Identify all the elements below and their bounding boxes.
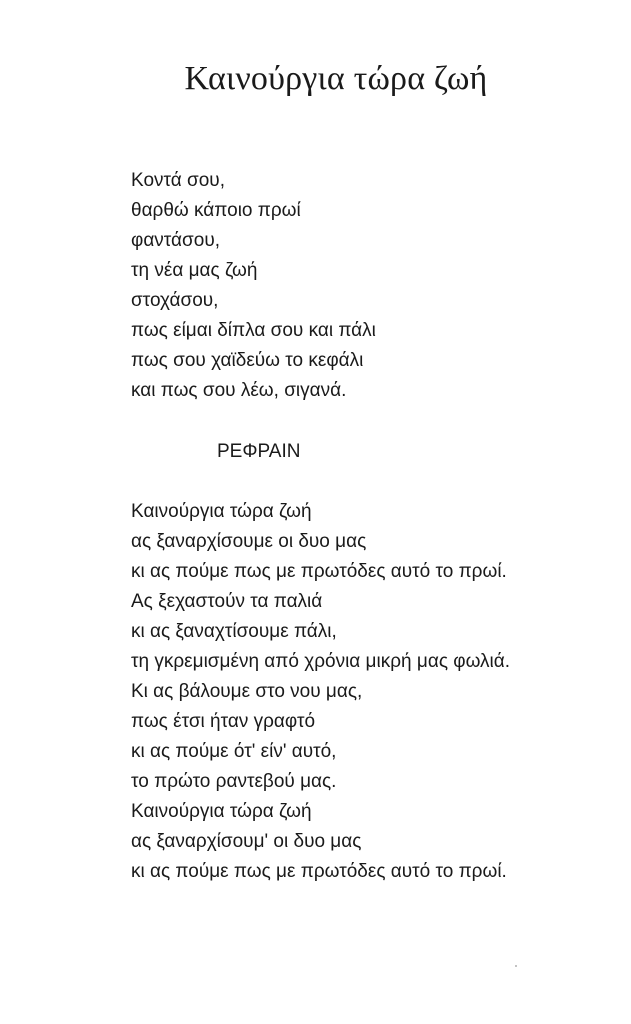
refrain-line: ας ξαναρχίσουμ' οι δυο μας — [131, 831, 362, 852]
verse-line: θαρθώ κάποιο πρωί — [131, 200, 301, 221]
verse-line: πως είμαι δίπλα σου και πάλι — [131, 320, 376, 341]
refrain-line: Καινούργια τώρα ζωή — [131, 801, 312, 822]
verse-line: φαντάσου, — [131, 230, 220, 251]
refrain-line: πως έτσι ήταν γραφτό — [131, 711, 316, 732]
verse-line: τη νέα μας ζωή — [131, 260, 258, 281]
refrain-line: κι ας πούμε πως με πρωτόδες αυτό το πρωί. — [131, 561, 507, 582]
refrain-line: ας ξαναρχίσουμε οι δυο μας — [131, 531, 367, 552]
verse-line: και πως σου λέω, σιγανά. — [131, 380, 347, 401]
verse-line: πως σου χαϊδεύω το κεφάλι — [131, 350, 364, 371]
refrain-line: το πρώτο ραντεβού μας. — [131, 771, 337, 792]
refrain-stanza — [131, 497, 510, 887]
verse-stanza — [131, 166, 376, 406]
refrain-line: Ας ξεχαστούν τα παλιά — [131, 591, 323, 612]
refrain-line: κι ας πούμε πως με πρωτόδες αυτό το πρωί. — [131, 861, 507, 882]
paper-speck — [515, 965, 517, 967]
refrain-line: τη γκρεμισμένη από χρόνια μικρή μας φωλιά. — [131, 651, 511, 672]
refrain-heading: ΡΕΦΡΑΙΝ — [217, 441, 301, 462]
refrain-line: κι ας πούμε ότ' είν' αυτό, — [131, 741, 337, 762]
verse-line: στοχάσου, — [131, 290, 219, 311]
verse-line: Κοντά σου, — [131, 170, 225, 191]
refrain-line: Κι ας βάλουμε στο νου μας, — [131, 681, 363, 702]
poem-title: Καινούργια τώρα ζωή — [184, 60, 488, 97]
refrain-line: κι ας ξαναχτίσουμε πάλι, — [131, 621, 337, 642]
refrain-line: Καινούργια τώρα ζωή — [131, 501, 312, 522]
